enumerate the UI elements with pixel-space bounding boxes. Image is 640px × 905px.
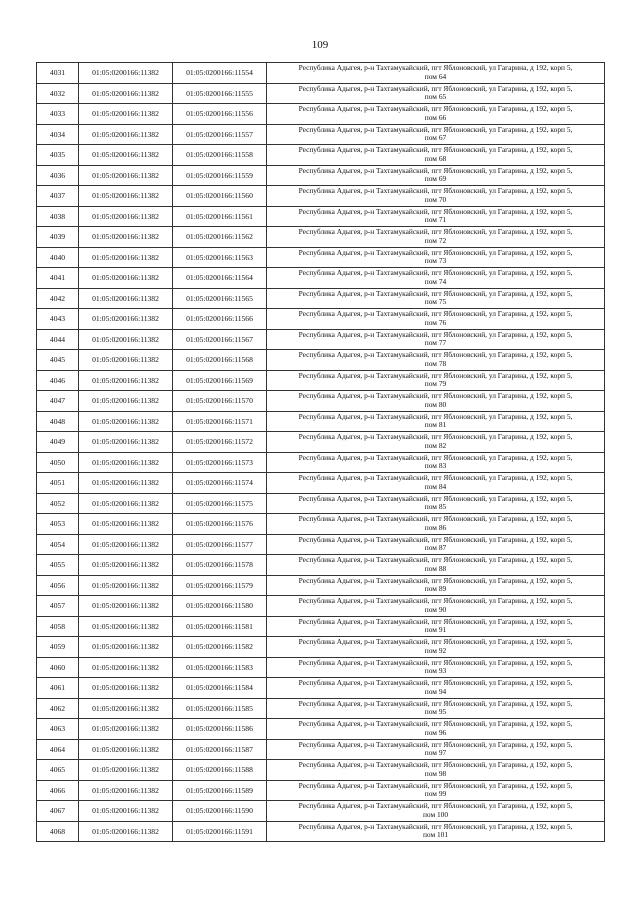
address-cell bbox=[267, 657, 605, 678]
cadastral-number-cell: 01:05:0200166:11567 bbox=[173, 329, 267, 350]
row-number-cell: 4035 bbox=[37, 145, 79, 166]
row-number-cell: 4050 bbox=[37, 452, 79, 473]
parent-cadastral-cell: 01:05:0200166:11382 bbox=[79, 83, 173, 104]
parent-cadastral-cell: 01:05:0200166:11382 bbox=[79, 63, 173, 84]
row-number-cell: 4068 bbox=[37, 821, 79, 842]
parent-cadastral-cell: 01:05:0200166:11382 bbox=[79, 657, 173, 678]
row-number-cell: 4058 bbox=[37, 616, 79, 637]
address-cell bbox=[267, 83, 605, 104]
premises-number: пом 68 bbox=[424, 153, 447, 163]
table-row bbox=[37, 473, 605, 494]
address-line: Республика Адыгея, р-н Тахтамукайский, пгт Яблоновский, ул Гагарина, д 192, корп 5, bbox=[298, 801, 573, 811]
table-row bbox=[37, 719, 605, 740]
row-number-cell: 4032 bbox=[37, 83, 79, 104]
row-number-cell: 4051 bbox=[37, 473, 79, 494]
row-number-cell: 4041 bbox=[37, 268, 79, 289]
address-cell bbox=[267, 124, 605, 145]
table-row bbox=[37, 329, 605, 350]
premises-number: пом 65 bbox=[424, 92, 447, 102]
row-number-cell: 4063 bbox=[37, 719, 79, 740]
cadastral-number-cell: 01:05:0200166:11561 bbox=[173, 206, 267, 227]
parent-cadastral-cell: 01:05:0200166:11382 bbox=[79, 309, 173, 330]
parent-cadastral-cell: 01:05:0200166:11382 bbox=[79, 370, 173, 391]
premises-number: пом 94 bbox=[424, 686, 447, 696]
registry-body bbox=[37, 63, 605, 842]
address-cell bbox=[267, 227, 605, 248]
cadastral-number-cell: 01:05:0200166:11565 bbox=[173, 288, 267, 309]
table-row bbox=[37, 514, 605, 535]
cadastral-number-cell: 01:05:0200166:11583 bbox=[173, 657, 267, 678]
parent-cadastral-cell: 01:05:0200166:11382 bbox=[79, 268, 173, 289]
parent-cadastral-cell: 01:05:0200166:11382 bbox=[79, 698, 173, 719]
address-cell bbox=[267, 698, 605, 719]
premises-number: пом 89 bbox=[424, 584, 447, 594]
address-cell bbox=[267, 821, 605, 842]
address-cell bbox=[267, 514, 605, 535]
address-cell bbox=[267, 165, 605, 186]
row-number-cell: 4061 bbox=[37, 678, 79, 699]
cadastral-number-cell: 01:05:0200166:11578 bbox=[173, 555, 267, 576]
parent-cadastral-cell: 01:05:0200166:11382 bbox=[79, 493, 173, 514]
parent-cadastral-cell: 01:05:0200166:11382 bbox=[79, 616, 173, 637]
cadastral-number-cell: 01:05:0200166:11591 bbox=[173, 821, 267, 842]
address-line: Республика Адыгея, р-н Тахтамукайский, пгт Яблоновский, ул Гагарина, д 192, корп 5, bbox=[298, 657, 573, 667]
address-line: Республика Адыгея, р-н Тахтамукайский, пгт Яблоновский, ул Гагарина, д 192, корп 5, bbox=[298, 555, 573, 565]
premises-number: пом 96 bbox=[424, 727, 447, 737]
address-line: Республика Адыгея, р-н Тахтамукайский, пгт Яблоновский, ул Гагарина, д 192, корп 5, bbox=[298, 124, 573, 134]
address-line: Республика Адыгея, р-н Тахтамукайский, пгт Яблоновский, ул Гагарина, д 192, корп 5, bbox=[298, 186, 573, 196]
premises-number: пом 101 bbox=[422, 830, 449, 840]
address-line: Республика Адыгея, р-н Тахтамукайский, пгт Яблоновский, ул Гагарина, д 192, корп 5, bbox=[298, 452, 573, 462]
table-row bbox=[37, 739, 605, 760]
cadastral-number-cell: 01:05:0200166:11590 bbox=[173, 801, 267, 822]
table-row bbox=[37, 637, 605, 658]
address-line: Республика Адыгея, р-н Тахтамукайский, пгт Яблоновский, ул Гагарина, д 192, корп 5, bbox=[298, 370, 573, 380]
address-cell bbox=[267, 719, 605, 740]
row-number-cell: 4037 bbox=[37, 186, 79, 207]
premises-number: пом 83 bbox=[424, 461, 447, 471]
table-row bbox=[37, 63, 605, 84]
row-number-cell: 4065 bbox=[37, 760, 79, 781]
parent-cadastral-cell: 01:05:0200166:11382 bbox=[79, 432, 173, 453]
address-line: Республика Адыгея, р-н Тахтамукайский, пгт Яблоновский, ул Гагарина, д 192, корп 5, bbox=[298, 678, 573, 688]
cadastral-number-cell: 01:05:0200166:11573 bbox=[173, 452, 267, 473]
parent-cadastral-cell: 01:05:0200166:11382 bbox=[79, 575, 173, 596]
parent-cadastral-cell: 01:05:0200166:11382 bbox=[79, 637, 173, 658]
cadastral-number-cell: 01:05:0200166:11563 bbox=[173, 247, 267, 268]
page-number: 109 bbox=[311, 39, 329, 51]
cadastral-number-cell: 01:05:0200166:11571 bbox=[173, 411, 267, 432]
parent-cadastral-cell: 01:05:0200166:11382 bbox=[79, 104, 173, 125]
premises-number: пом 84 bbox=[424, 481, 447, 491]
parent-cadastral-cell: 01:05:0200166:11382 bbox=[79, 821, 173, 842]
premises-number: пом 99 bbox=[424, 789, 447, 799]
address-cell bbox=[267, 247, 605, 268]
address-cell bbox=[267, 473, 605, 494]
premises-number: пом 86 bbox=[424, 522, 447, 532]
row-number-cell: 4046 bbox=[37, 370, 79, 391]
cadastral-number-cell: 01:05:0200166:11557 bbox=[173, 124, 267, 145]
premises-number: пом 95 bbox=[424, 707, 447, 717]
address-line: Республика Адыгея, р-н Тахтамукайский, пгт Яблоновский, ул Гагарина, д 192, корп 5, bbox=[298, 227, 573, 237]
parent-cadastral-cell: 01:05:0200166:11382 bbox=[79, 329, 173, 350]
parent-cadastral-cell: 01:05:0200166:11382 bbox=[79, 780, 173, 801]
table-row bbox=[37, 83, 605, 104]
cadastral-number-cell: 01:05:0200166:11580 bbox=[173, 596, 267, 617]
row-number-cell: 4033 bbox=[37, 104, 79, 125]
premises-number: пом 92 bbox=[424, 645, 447, 655]
premises-number: пом 97 bbox=[424, 748, 447, 758]
table-row bbox=[37, 534, 605, 555]
parent-cadastral-cell: 01:05:0200166:11382 bbox=[79, 227, 173, 248]
premises-number: пом 75 bbox=[424, 297, 447, 307]
cadastral-number-cell: 01:05:0200166:11584 bbox=[173, 678, 267, 699]
cadastral-number-cell: 01:05:0200166:11586 bbox=[173, 719, 267, 740]
address-line: Республика Адыгея, р-н Тахтамукайский, пгт Яблоновский, ул Гагарина, д 192, корп 5, bbox=[298, 268, 573, 278]
address-line: Республика Адыгея, р-н Тахтамукайский, пгт Яблоновский, ул Гагарина, д 192, корп 5, bbox=[298, 616, 573, 626]
cadastral-number-cell: 01:05:0200166:11566 bbox=[173, 309, 267, 330]
row-number-cell: 4043 bbox=[37, 309, 79, 330]
row-number-cell: 4059 bbox=[37, 637, 79, 658]
table-row bbox=[37, 309, 605, 330]
address-cell bbox=[267, 268, 605, 289]
parent-cadastral-cell: 01:05:0200166:11382 bbox=[79, 473, 173, 494]
address-line: Республика Адыгея, р-н Тахтамукайский, пгт Яблоновский, ул Гагарина, д 192, корп 5, bbox=[298, 63, 573, 73]
address-line: Республика Адыгея, р-н Тахтамукайский, пгт Яблоновский, ул Гагарина, д 192, корп 5, bbox=[298, 165, 573, 175]
cadastral-number-cell: 01:05:0200166:11589 bbox=[173, 780, 267, 801]
address-cell bbox=[267, 575, 605, 596]
address-line: Республика Адыгея, р-н Тахтамукайский, пгт Яблоновский, ул Гагарина, д 192, корп 5, bbox=[298, 719, 573, 729]
table-row bbox=[37, 227, 605, 248]
cadastral-number-cell: 01:05:0200166:11562 bbox=[173, 227, 267, 248]
address-line: Республика Адыгея, р-н Тахтамукайский, пгт Яблоновский, ул Гагарина, д 192, корп 5, bbox=[298, 350, 573, 360]
table-row bbox=[37, 206, 605, 227]
premises-number: пом 87 bbox=[424, 543, 447, 553]
parent-cadastral-cell: 01:05:0200166:11382 bbox=[79, 391, 173, 412]
row-number-cell: 4052 bbox=[37, 493, 79, 514]
address-line: Республика Адыгея, р-н Тахтамукайский, пгт Яблоновский, ул Гагарина, д 192, корп 5, bbox=[298, 104, 573, 114]
table-row bbox=[37, 596, 605, 617]
table-row bbox=[37, 370, 605, 391]
address-line: Республика Адыгея, р-н Тахтамукайский, пгт Яблоновский, ул Гагарина, д 192, корп 5, bbox=[298, 411, 573, 421]
table-row bbox=[37, 616, 605, 637]
address-line: Республика Адыгея, р-н Тахтамукайский, пгт Яблоновский, ул Гагарина, д 192, корп 5, bbox=[298, 83, 573, 93]
parent-cadastral-cell: 01:05:0200166:11382 bbox=[79, 719, 173, 740]
cadastral-number-cell: 01:05:0200166:11581 bbox=[173, 616, 267, 637]
address-line: Республика Адыгея, р-н Тахтамукайский, пгт Яблоновский, ул Гагарина, д 192, корп 5, bbox=[298, 575, 573, 585]
cadastral-number-cell: 01:05:0200166:11576 bbox=[173, 514, 267, 535]
parent-cadastral-cell: 01:05:0200166:11382 bbox=[79, 247, 173, 268]
parent-cadastral-cell: 01:05:0200166:11382 bbox=[79, 760, 173, 781]
cadastral-number-cell: 01:05:0200166:11564 bbox=[173, 268, 267, 289]
cadastral-number-cell: 01:05:0200166:11569 bbox=[173, 370, 267, 391]
address-line: Республика Адыгея, р-н Тахтамукайский, пгт Яблоновский, ул Гагарина, д 192, корп 5, bbox=[298, 780, 573, 790]
address-line: Республика Адыгея, р-н Тахтамукайский, пгт Яблоновский, ул Гагарина, д 192, корп 5, bbox=[298, 391, 573, 401]
cadastral-number-cell: 01:05:0200166:11577 bbox=[173, 534, 267, 555]
table-row bbox=[37, 124, 605, 145]
address-line: Республика Адыгея, р-н Тахтамукайский, пгт Яблоновский, ул Гагарина, д 192, корп 5, bbox=[298, 473, 573, 483]
premises-number: пом 66 bbox=[424, 112, 447, 122]
table-row bbox=[37, 165, 605, 186]
premises-number: пом 91 bbox=[424, 625, 447, 635]
address-line: Республика Адыгея, р-н Тахтамукайский, пгт Яблоновский, ул Гагарина, д 192, корп 5, bbox=[298, 329, 573, 339]
address-line: Республика Адыгея, р-н Тахтамукайский, пгт Яблоновский, ул Гагарина, д 192, корп 5, bbox=[298, 309, 573, 319]
cadastral-number-cell: 01:05:0200166:11579 bbox=[173, 575, 267, 596]
table-row bbox=[37, 780, 605, 801]
cadastral-number-cell: 01:05:0200166:11555 bbox=[173, 83, 267, 104]
table-row bbox=[37, 493, 605, 514]
table-row bbox=[37, 678, 605, 699]
table-row bbox=[37, 247, 605, 268]
row-number-cell: 4067 bbox=[37, 801, 79, 822]
address-cell bbox=[267, 186, 605, 207]
row-number-cell: 4036 bbox=[37, 165, 79, 186]
registry-table bbox=[36, 62, 605, 842]
table-row bbox=[37, 268, 605, 289]
address-line: Республика Адыгея, р-н Тахтамукайский, пгт Яблоновский, ул Гагарина, д 192, корп 5, bbox=[298, 637, 573, 647]
premises-number: пом 82 bbox=[424, 440, 447, 450]
address-cell bbox=[267, 329, 605, 350]
row-number-cell: 4055 bbox=[37, 555, 79, 576]
address-line: Республика Адыгея, р-н Тахтамукайский, пгт Яблоновский, ул Гагарина, д 192, корп 5, bbox=[298, 247, 573, 257]
row-number-cell: 4039 bbox=[37, 227, 79, 248]
table-row bbox=[37, 432, 605, 453]
parent-cadastral-cell: 01:05:0200166:11382 bbox=[79, 206, 173, 227]
premises-number: пом 93 bbox=[424, 666, 447, 676]
cadastral-number-cell: 01:05:0200166:11560 bbox=[173, 186, 267, 207]
premises-number: пом 81 bbox=[424, 420, 447, 430]
premises-number: пом 64 bbox=[424, 71, 447, 81]
parent-cadastral-cell: 01:05:0200166:11382 bbox=[79, 555, 173, 576]
table-row bbox=[37, 452, 605, 473]
parent-cadastral-cell: 01:05:0200166:11382 bbox=[79, 739, 173, 760]
row-number-cell: 4044 bbox=[37, 329, 79, 350]
address-cell bbox=[267, 309, 605, 330]
row-number-cell: 4040 bbox=[37, 247, 79, 268]
table-row bbox=[37, 350, 605, 371]
cadastral-number-cell: 01:05:0200166:11575 bbox=[173, 493, 267, 514]
address-cell bbox=[267, 739, 605, 760]
row-number-cell: 4047 bbox=[37, 391, 79, 412]
table-row bbox=[37, 411, 605, 432]
premises-number: пом 72 bbox=[424, 235, 447, 245]
address-cell bbox=[267, 63, 605, 84]
address-cell bbox=[267, 534, 605, 555]
cadastral-number-cell: 01:05:0200166:11568 bbox=[173, 350, 267, 371]
parent-cadastral-cell: 01:05:0200166:11382 bbox=[79, 411, 173, 432]
table-row bbox=[37, 555, 605, 576]
address-line: Республика Адыгея, р-н Тахтамукайский, пгт Яблоновский, ул Гагарина, д 192, корп 5, bbox=[298, 206, 573, 216]
row-number-cell: 4054 bbox=[37, 534, 79, 555]
row-number-cell: 4048 bbox=[37, 411, 79, 432]
address-cell bbox=[267, 350, 605, 371]
row-number-cell: 4056 bbox=[37, 575, 79, 596]
row-number-cell: 4049 bbox=[37, 432, 79, 453]
premises-number: пом 79 bbox=[424, 379, 447, 389]
address-line: Республика Адыгея, р-н Тахтамукайский, пгт Яблоновский, ул Гагарина, д 192, корп 5, bbox=[298, 739, 573, 749]
cadastral-number-cell: 01:05:0200166:11582 bbox=[173, 637, 267, 658]
cadastral-number-cell: 01:05:0200166:11574 bbox=[173, 473, 267, 494]
address-cell bbox=[267, 596, 605, 617]
cadastral-number-cell: 01:05:0200166:11556 bbox=[173, 104, 267, 125]
premises-number: пом 73 bbox=[424, 256, 447, 266]
premises-number: пом 90 bbox=[424, 604, 447, 614]
row-number-cell: 4053 bbox=[37, 514, 79, 535]
table-row bbox=[37, 186, 605, 207]
address-line: Республика Адыгея, р-н Тахтамукайский, пгт Яблоновский, ул Гагарина, д 192, корп 5, bbox=[298, 698, 573, 708]
address-cell bbox=[267, 493, 605, 514]
row-number-cell: 4062 bbox=[37, 698, 79, 719]
parent-cadastral-cell: 01:05:0200166:11382 bbox=[79, 145, 173, 166]
address-line: Республика Адыгея, р-н Тахтамукайский, пгт Яблоновский, ул Гагарина, д 192, корп 5, bbox=[298, 534, 573, 544]
parent-cadastral-cell: 01:05:0200166:11382 bbox=[79, 124, 173, 145]
parent-cadastral-cell: 01:05:0200166:11382 bbox=[79, 165, 173, 186]
address-line: Республика Адыгея, р-н Тахтамукайский, пгт Яблоновский, ул Гагарина, д 192, корп 5, bbox=[298, 760, 573, 770]
parent-cadastral-cell: 01:05:0200166:11382 bbox=[79, 801, 173, 822]
parent-cadastral-cell: 01:05:0200166:11382 bbox=[79, 350, 173, 371]
address-cell bbox=[267, 104, 605, 125]
premises-number: пом 70 bbox=[424, 194, 447, 204]
address-line: Республика Адыгея, р-н Тахтамукайский, пгт Яблоновский, ул Гагарина, д 192, корп 5, bbox=[298, 288, 573, 298]
address-cell bbox=[267, 780, 605, 801]
cadastral-number-cell: 01:05:0200166:11572 bbox=[173, 432, 267, 453]
table-row bbox=[37, 760, 605, 781]
address-cell bbox=[267, 616, 605, 637]
cadastral-number-cell: 01:05:0200166:11570 bbox=[173, 391, 267, 412]
premises-number: пом 98 bbox=[424, 768, 447, 778]
address-line: Республика Адыгея, р-н Тахтамукайский, пгт Яблоновский, ул Гагарина, д 192, корп 5, bbox=[298, 493, 573, 503]
premises-number: пом 67 bbox=[424, 133, 447, 143]
parent-cadastral-cell: 01:05:0200166:11382 bbox=[79, 452, 173, 473]
row-number-cell: 4066 bbox=[37, 780, 79, 801]
address-cell bbox=[267, 288, 605, 309]
address-cell bbox=[267, 370, 605, 391]
table-row bbox=[37, 575, 605, 596]
cadastral-number-cell: 01:05:0200166:11588 bbox=[173, 760, 267, 781]
address-cell bbox=[267, 637, 605, 658]
address-cell bbox=[267, 391, 605, 412]
row-number-cell: 4045 bbox=[37, 350, 79, 371]
table-row bbox=[37, 801, 605, 822]
premises-number: пом 71 bbox=[424, 215, 447, 225]
cadastral-number-cell: 01:05:0200166:11585 bbox=[173, 698, 267, 719]
premises-number: пом 88 bbox=[424, 563, 447, 573]
address-line: Республика Адыгея, р-н Тахтамукайский, пгт Яблоновский, ул Гагарина, д 192, корп 5, bbox=[298, 145, 573, 155]
parent-cadastral-cell: 01:05:0200166:11382 bbox=[79, 678, 173, 699]
address-cell bbox=[267, 432, 605, 453]
address-line: Республика Адыгея, р-н Тахтамукайский, пгт Яблоновский, ул Гагарина, д 192, корп 5, bbox=[298, 432, 573, 442]
cadastral-number-cell: 01:05:0200166:11559 bbox=[173, 165, 267, 186]
parent-cadastral-cell: 01:05:0200166:11382 bbox=[79, 596, 173, 617]
table-row bbox=[37, 104, 605, 125]
address-line: Республика Адыгея, р-н Тахтамукайский, пгт Яблоновский, ул Гагарина, д 192, корп 5, bbox=[298, 821, 573, 831]
row-number-cell: 4064 bbox=[37, 739, 79, 760]
table-row bbox=[37, 657, 605, 678]
row-number-cell: 4042 bbox=[37, 288, 79, 309]
table-row bbox=[37, 145, 605, 166]
address-line: Республика Адыгея, р-н Тахтамукайский, пгт Яблоновский, ул Гагарина, д 192, корп 5, bbox=[298, 596, 573, 606]
row-number-cell: 4057 bbox=[37, 596, 79, 617]
address-cell bbox=[267, 411, 605, 432]
premises-number: пом 74 bbox=[424, 276, 447, 286]
cadastral-number-cell: 01:05:0200166:11558 bbox=[173, 145, 267, 166]
parent-cadastral-cell: 01:05:0200166:11382 bbox=[79, 514, 173, 535]
cadastral-number-cell: 01:05:0200166:11587 bbox=[173, 739, 267, 760]
address-cell bbox=[267, 145, 605, 166]
address-cell bbox=[267, 801, 605, 822]
row-number-cell: 4060 bbox=[37, 657, 79, 678]
table-row bbox=[37, 391, 605, 412]
address-cell bbox=[267, 206, 605, 227]
table-row bbox=[37, 698, 605, 719]
address-cell bbox=[267, 760, 605, 781]
row-number-cell: 4038 bbox=[37, 206, 79, 227]
table-row bbox=[37, 288, 605, 309]
premises-number: пом 85 bbox=[424, 502, 447, 512]
premises-number: пом 80 bbox=[424, 399, 447, 409]
parent-cadastral-cell: 01:05:0200166:11382 bbox=[79, 186, 173, 207]
row-number-cell: 4031 bbox=[37, 63, 79, 84]
row-number-cell: 4034 bbox=[37, 124, 79, 145]
premises-number: пом 77 bbox=[424, 338, 447, 348]
table-row bbox=[37, 821, 605, 842]
parent-cadastral-cell: 01:05:0200166:11382 bbox=[79, 534, 173, 555]
address-cell bbox=[267, 555, 605, 576]
premises-number: пом 78 bbox=[424, 358, 447, 368]
premises-number: пом 76 bbox=[424, 317, 447, 327]
address-line: Республика Адыгея, р-н Тахтамукайский, пгт Яблоновский, ул Гагарина, д 192, корп 5, bbox=[298, 514, 573, 524]
address-cell bbox=[267, 452, 605, 473]
address-cell bbox=[267, 678, 605, 699]
cadastral-number-cell: 01:05:0200166:11554 bbox=[173, 63, 267, 84]
premises-number: пом 69 bbox=[424, 174, 447, 184]
premises-number: пом 100 bbox=[422, 809, 449, 819]
parent-cadastral-cell: 01:05:0200166:11382 bbox=[79, 288, 173, 309]
